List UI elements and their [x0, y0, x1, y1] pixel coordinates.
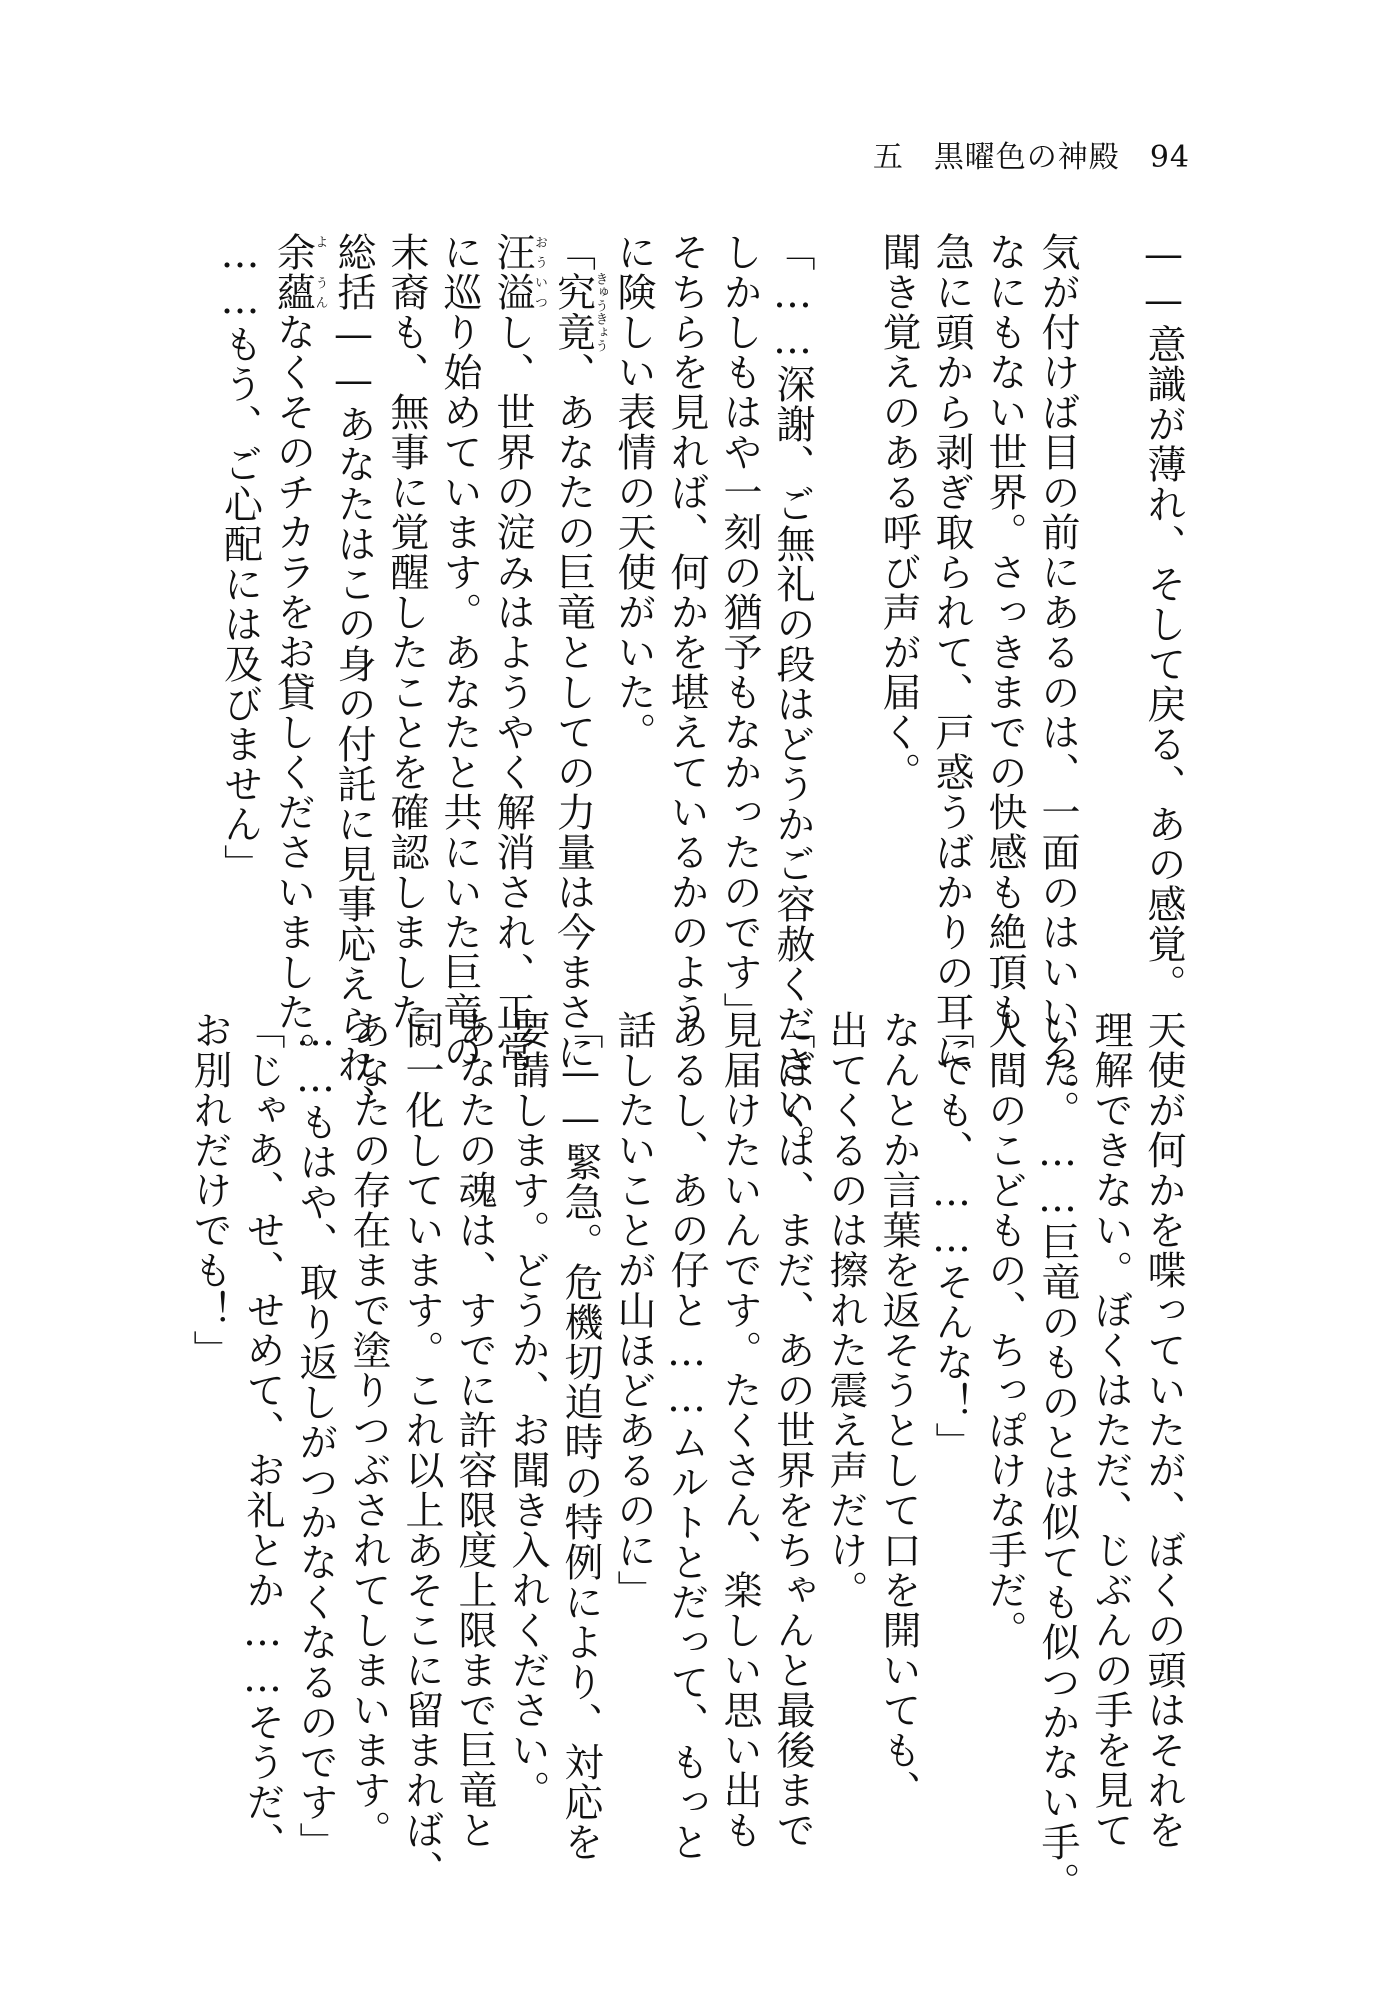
text-line: 同一化しています。これ以上あそこに留まれば、 [399, 1010, 444, 1890]
ruby-reading: よ うん [312, 232, 328, 312]
ruby-base: 究竟 [550, 272, 596, 352]
text-line [547, 232, 608, 1072]
text-line [819, 232, 872, 952]
text-segment: 「 [550, 232, 596, 272]
text-line: 「でも、……そんな！」 [929, 1010, 974, 1462]
text-line: あなたの存在まで塗りつぶされてしまいます。 [346, 1010, 391, 1850]
chapter-number: 五 [872, 140, 904, 175]
text-line: 気が付けば目の前にあるのは、一面のはいいろ。 [1035, 232, 1080, 1112]
text-line: 見届けたいんです。たくさん、楽しい思い出も [717, 1010, 762, 1850]
text-line: 天使が何かを喋っていたが、ぼくの頭はそれを [1141, 1010, 1186, 1850]
text-line [486, 232, 547, 1072]
text-line: あなたの魂は、すでに許容限度上限まで巨竜と [452, 1010, 497, 1850]
ruby-base: 汪溢 [490, 232, 535, 312]
text-line: 要請します。どうか、お聞き入れください。 [505, 1010, 550, 1810]
text-line: しかしもはや一刻の猶予もなかったのです」 [717, 232, 762, 1032]
page-number: 94 [1149, 140, 1190, 175]
text-line: に巡り始めています。あなたと共にいた巨竜の [437, 232, 482, 1072]
text-segment: 、あなたの巨竜としての力量は今まさに [550, 352, 596, 1072]
text-line: 急に頭から剥ぎ取られて、戸惑うばかりの耳に [929, 232, 974, 1072]
text-line: 総括——あなたはこの身の付託に見事応えられ、 [331, 232, 376, 1124]
text-line: あるし、あの仔と……ムルトとだって、もっと [664, 1010, 709, 1862]
text-line: に険しい表情の天使がいた。 [611, 232, 656, 752]
text-line: なにもない世界。さっきまでの快感も絶頂も [982, 232, 1027, 1032]
text-block-bottom [187, 1010, 1190, 1902]
text-segment: し、世界の淀みはようやく解消され、正常 [490, 312, 535, 1072]
text-block-top [217, 232, 1190, 1164]
text-line: 「——緊急。危機切迫時の特例により、対応を [558, 1010, 603, 1862]
text-line: 「じゃあ、せ、せめて、お礼とか……そうだ、 [240, 1010, 285, 1862]
ruby-word [490, 232, 547, 312]
text-line: なんとか言葉を返そうとして口を開いても、 [876, 1010, 921, 1810]
text-line: ……もはや、取り返しがつかなくなるのです」 [293, 1010, 338, 1862]
text-line: 人間のこどもの、ちっぽけな手だ。 [982, 1010, 1027, 1650]
chapter-title: 黒曜色の神殿 [933, 140, 1120, 175]
page-header [873, 132, 1190, 176]
text-line: そちらを見れば、何かを堪えているかのよう [664, 232, 709, 1032]
text-line: ——意識が薄れ、そして戻る、あの感覚。 [1141, 232, 1186, 1004]
text-line [267, 232, 328, 1072]
text-line [1084, 232, 1137, 952]
ruby-reading: おういつ [532, 232, 547, 312]
ruby-reading: きゅうきょう [592, 272, 608, 352]
ruby-base: 余蘊 [270, 232, 316, 312]
text-line: ……もう、ご心配には及びません」 [217, 232, 263, 884]
text-line: お別れだけでも！」 [187, 1010, 232, 1370]
ruby-word [550, 272, 608, 352]
ruby-word [270, 232, 328, 312]
text-line: 出てくるのは擦れた震え声だけ。 [823, 1010, 868, 1610]
text-line: いた。……巨竜のものとは似ても似つかない手。 [1035, 1010, 1080, 1902]
text-line: 理解できない。ぼくはただ、じぶんの手を見て [1088, 1010, 1133, 1850]
text-line: 話したいことが山ほどあるのに」 [611, 1010, 656, 1610]
text-line: 「ぼくは、まだ、あの世界をちゃんと最後まで [770, 1010, 815, 1850]
text-line: 聞き覚えのある呼び声が届く。 [876, 232, 921, 792]
text-segment: なくそのチカラをお貸しくださいました。 [270, 312, 316, 1072]
text-line: 「……深謝、ご無礼の段はどうかご容赦ください。 [770, 232, 815, 1164]
text-line: 末裔も、無事に覚醒したことを確認しました。 [384, 232, 429, 1072]
